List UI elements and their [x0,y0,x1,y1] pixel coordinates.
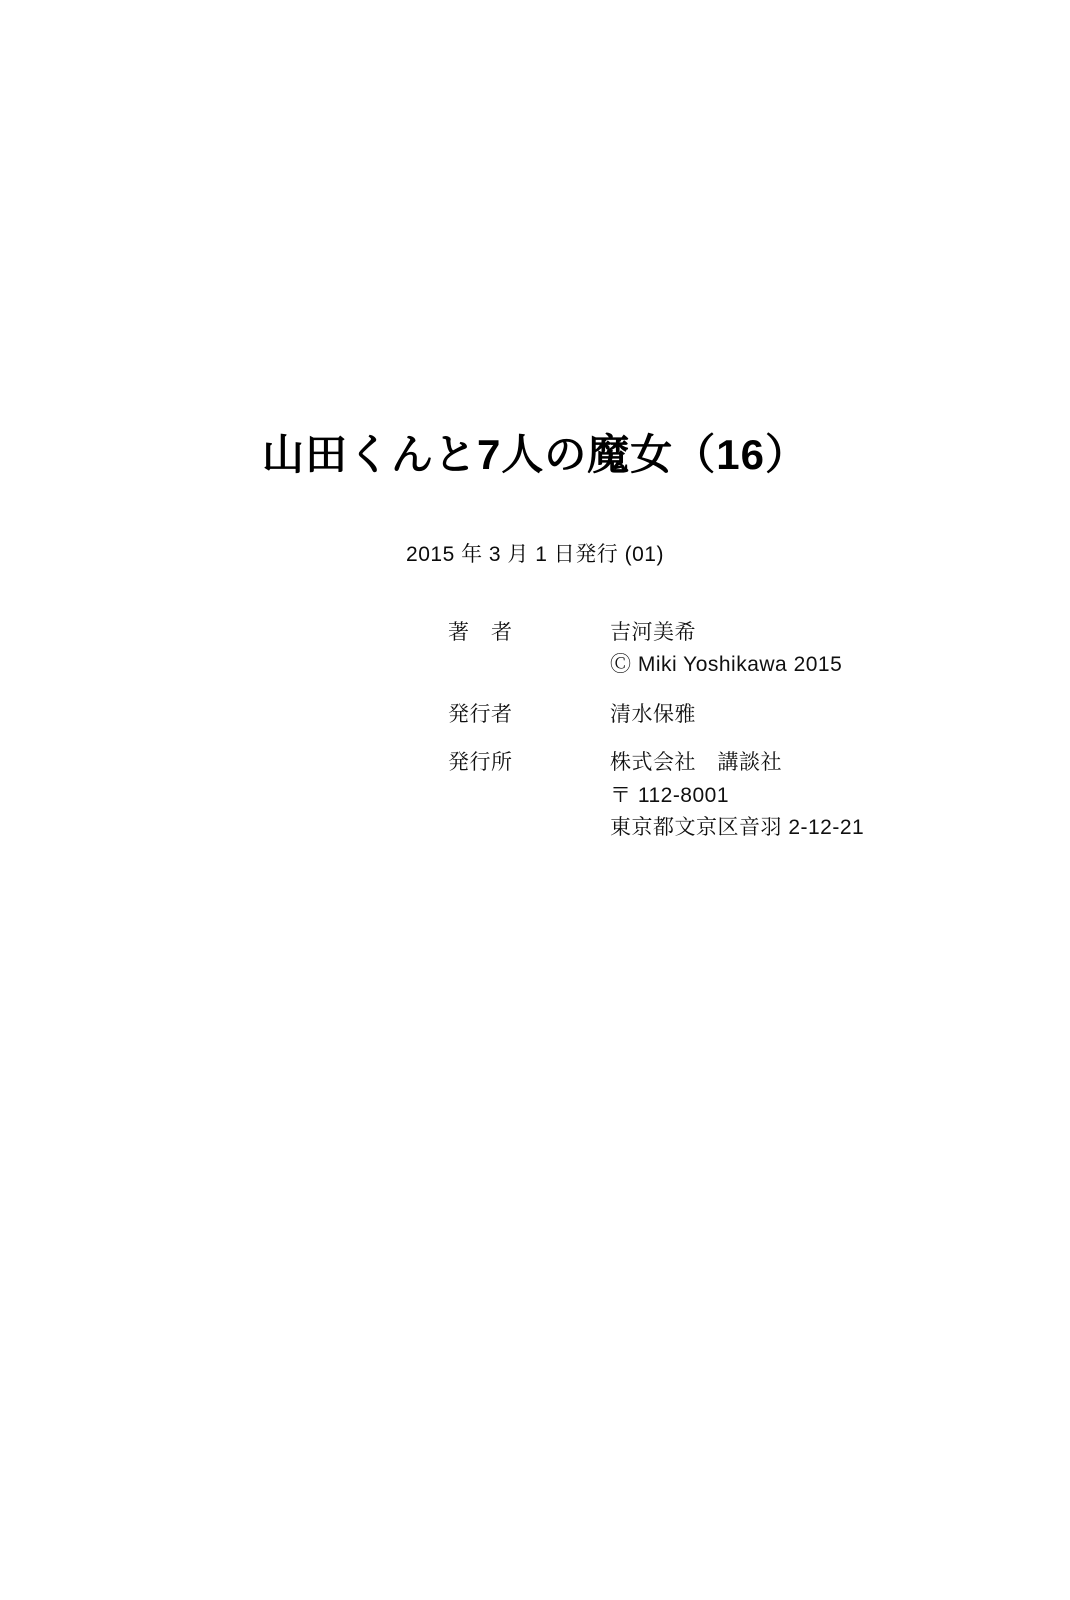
credit-values-publisher [610,748,864,843]
page-title: 山田くんと7人の魔女（16） [261,431,809,478]
publisher-address: 東京都文京区音羽 2-12-21 [610,816,865,840]
credit-label-publisher-person: 発行者 [448,703,513,727]
author-copyright: Ⓒ Miki Yoshikawa 2015 [610,653,843,677]
publisher-postal-code: 〒 112-8001 [610,783,730,807]
credit-row [0,748,1070,843]
publisher-company: 株式会社 講談社 [610,750,782,774]
publisher-person-name: 清水保雅 [610,703,696,727]
credit-row [0,700,1070,730]
credits-list [0,618,1070,843]
credit-label-publisher: 発行所 [448,750,513,774]
credit-row [0,618,1070,680]
author-name: 吉河美希 [610,621,696,645]
credit-values-author [610,618,842,680]
credit-values-publisher-person [610,700,696,730]
credit-label-author: 著 者 [448,621,513,645]
publication-date: 2015 年 3 月 1 日発行 (01) [406,543,664,567]
colophon-block [0,430,1070,863]
